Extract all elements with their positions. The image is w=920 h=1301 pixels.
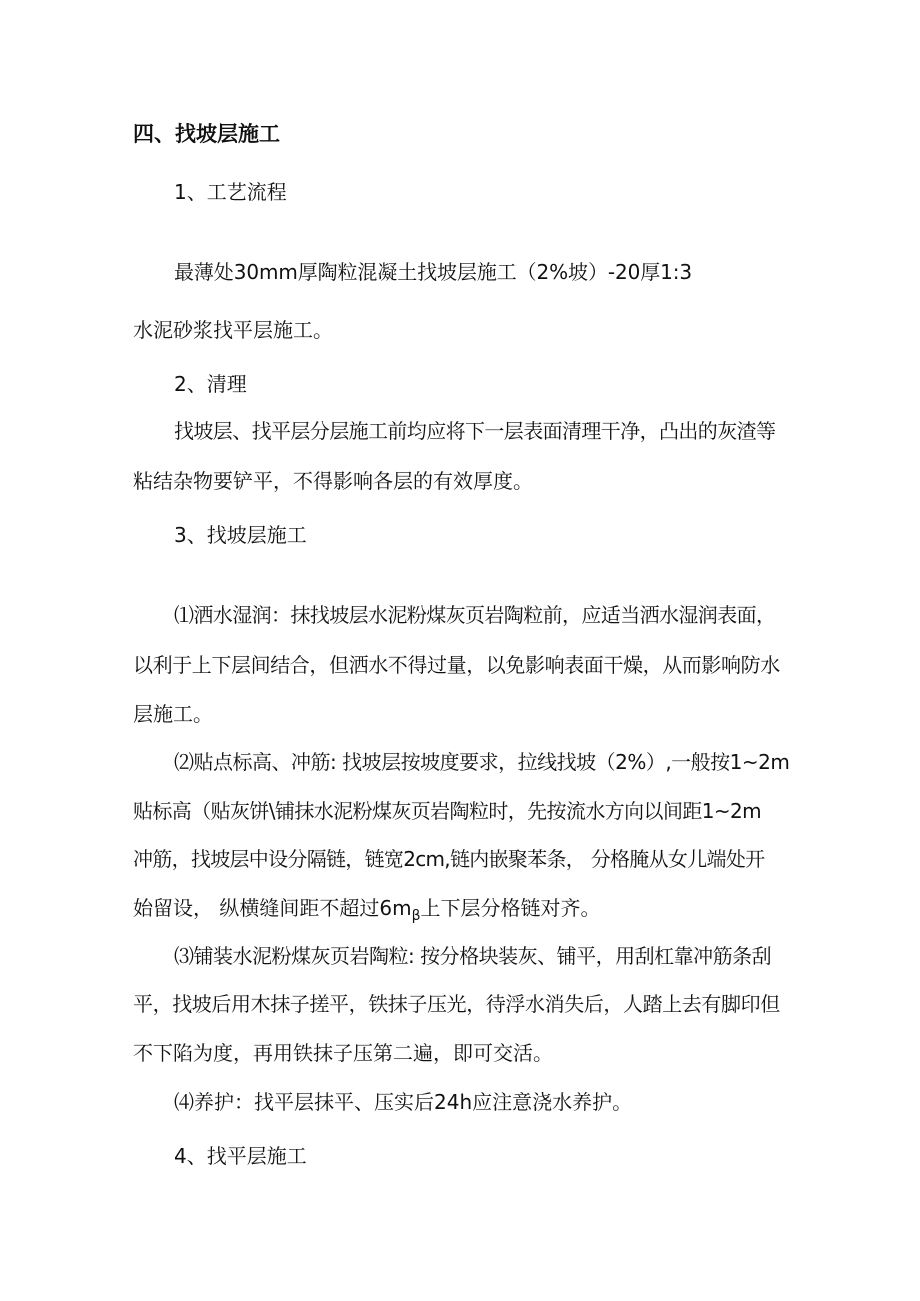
item2-line4-post: 上下层分格链对齐。: [420, 896, 601, 920]
step1-heading: 1、工艺流程: [174, 180, 287, 204]
item1-line3: 层施工。: [133, 702, 213, 726]
item2-line4-subscript: β: [411, 908, 421, 924]
step1-text-line2: 水泥砂浆找平层施工。: [133, 318, 333, 342]
step2-text-line2: 粘结杂物要铲平，不得影响各层的有效厚度。: [133, 469, 533, 493]
step2-text-line1: 找坡层、找平层分层施工前均应将下一层表面清理干净，凸出的灰渣等: [174, 419, 776, 443]
item2-line4: [133, 896, 601, 928]
step2-heading: 2、清理: [174, 372, 247, 396]
item1-line2: 以利于上下层间结合，但洒水不得过量，以免影响表面干燥，从而影响防水: [133, 653, 780, 677]
item3-line1: ⑶铺装水泥粉煤灰页岩陶粒: 按分格块装灰、铺平，用刮杠靠冲筋条刮: [174, 944, 772, 968]
step3-heading: 3、找坡层施工: [174, 523, 307, 547]
item2-line4-pre: 始留设， 纵横缝间距不超过6m: [133, 896, 412, 920]
item4-line1: ⑷养护：找平层抹平、压实后24h应注意浇水养护。: [174, 1090, 633, 1114]
item2-line2: 贴标高（贴灰饼\铺抹水泥粉煤灰页岩陶粒时，先按流水方向以间距1~2m: [133, 799, 762, 823]
item1-line1: ⑴洒水湿润：抹找坡层水泥粉煤灰页岩陶粒前，应适当洒水湿润表面，: [174, 603, 776, 627]
section-title: 四、找坡层施工: [133, 122, 280, 146]
item3-line2: 平，找坡后用木抹子搓平，铁抹子压光，待浮水消失后，人踏上去有脚印但: [133, 992, 780, 1016]
item2-line3: 冲筋，找坡层中设分隔链，链宽2cm,链内嵌聚苯条， 分格腌从女儿端处开: [133, 847, 765, 871]
step1-text-line1: 最薄处30mm厚陶粒混凝土找坡层施工（2%坡）-20厚1:3: [174, 260, 692, 284]
item2-line1: ⑵贴点标高、冲筋: 找坡层按坡度要求，拉线找坡（2%）,一般按1~2m: [174, 750, 790, 774]
step4-heading: 4、找平层施工: [174, 1144, 307, 1168]
item3-line3: 不下陷为度，再用铁抹子压第二遍，即可交活。: [133, 1041, 553, 1065]
